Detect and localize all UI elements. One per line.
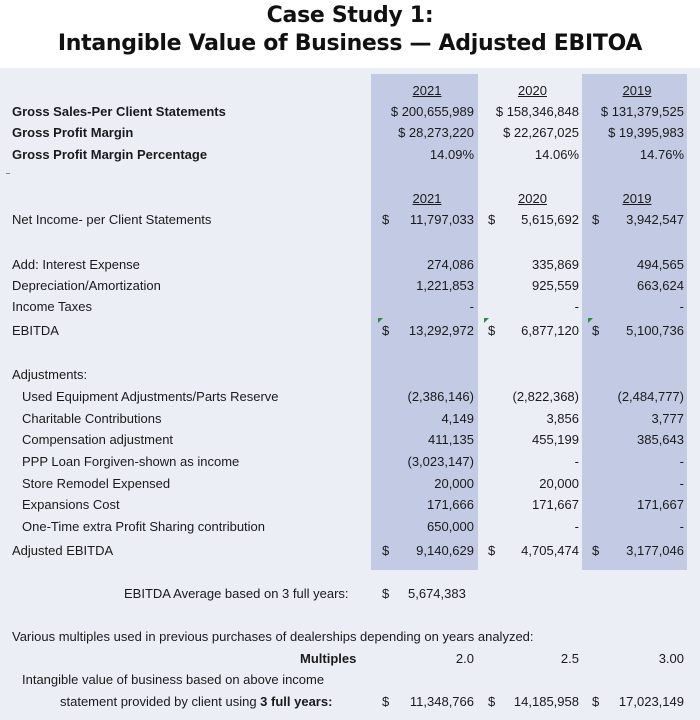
section1-label-1: Gross Profit Margin — [12, 125, 134, 140]
net-income-value-2: 3,942,547 — [626, 212, 684, 227]
intangible-value-2: 17,023,149 — [618, 694, 684, 709]
adjustment-label-1: Charitable Contributions — [22, 411, 162, 426]
adjustment-value-2-1: 455,199 — [532, 432, 579, 447]
title-line-2: Intangible Value of Business — Adjusted EBITOA — [57, 31, 643, 56]
adjustment-value-4-1: 20,000 — [539, 476, 579, 491]
add-value-2-1: - — [574, 299, 579, 314]
adjusted-ebitda-currency-0: $ — [382, 543, 390, 558]
add-value-2-0: - — [469, 299, 474, 314]
intangible-currency-1: $ — [488, 694, 496, 709]
intangible-currency-0: $ — [382, 694, 390, 709]
add-value-2-2: - — [679, 299, 684, 314]
adjustment-value-6-0: 650,000 — [427, 519, 474, 534]
add-value-1-1: 925,559 — [532, 278, 579, 293]
add-label-1: Depreciation/Amortization — [12, 278, 161, 293]
adjustment-value-4-2: - — [679, 476, 684, 491]
average-value: 5,674,383 — [408, 586, 466, 601]
adjustment-value-3-1: - — [574, 454, 579, 469]
section1-value-2-1: 14.06% — [534, 147, 579, 162]
adjustment-value-6-2: - — [679, 519, 684, 534]
average-label: EBITDA Average based on 3 full years: — [124, 586, 349, 601]
intangible-value-1: 14,185,958 — [513, 694, 579, 709]
add-value-1-2: 663,624 — [637, 278, 684, 293]
section1-value-0-2: $ 131,379,525 — [600, 104, 684, 119]
section1-value-2-2: 14.76% — [639, 147, 684, 162]
adjusted-ebitda-label: Adjusted EBITDA — [12, 543, 114, 558]
average-currency: $ — [382, 586, 390, 601]
section1-value-0-0: $ 200,655,989 — [390, 104, 474, 119]
intangible-line-2-bold: 3 full years: — [260, 694, 333, 709]
adjustment-value-1-2: 3,777 — [651, 411, 684, 426]
add-label-2: Income Taxes — [12, 299, 92, 314]
intangible-line-2 — [60, 693, 332, 711]
adjustment-value-3-2: - — [679, 454, 684, 469]
adjustment-label-5: Expansions Cost — [22, 497, 120, 512]
section1-value-1-2: $ 19,395,983 — [608, 125, 684, 140]
section1-value-0-1: $ 158,346,848 — [495, 104, 579, 119]
section1-value-2-0: 14.09% — [429, 147, 474, 162]
net-income-label: Net Income- per Client Statements — [12, 212, 212, 227]
add-label-0: Add: Interest Expense — [12, 257, 140, 272]
adjusted-ebitda-value-0: 9,140,629 — [416, 543, 474, 558]
ebitda-value-0: 13,292,972 — [408, 323, 474, 338]
adjustment-value-2-2: 385,643 — [637, 432, 684, 447]
net-income-currency-1: $ — [488, 212, 496, 227]
section1-value-1-1: $ 22,267,025 — [503, 125, 579, 140]
add-value-0-1: 335,869 — [532, 257, 579, 272]
title-line-1: Case Study 1: — [266, 3, 434, 28]
adjustment-label-2: Compensation adjustment — [22, 432, 174, 447]
adjustment-value-5-0: 171,666 — [427, 497, 474, 512]
section1-value-1-0: $ 28,273,220 — [398, 125, 474, 140]
ebitda-value-2: 5,100,736 — [626, 323, 684, 338]
adjusted-ebitda-value-1: 4,705,474 — [521, 543, 579, 558]
adjustment-value-1-0: 4,149 — [441, 411, 474, 426]
intangible-line-1: Intangible value of business based on above income — [22, 672, 325, 687]
adjustment-value-5-1: 171,667 — [532, 497, 579, 512]
adjustment-value-4-0: 20,000 — [434, 476, 474, 491]
ebitda-label: EBITDA — [12, 323, 59, 338]
adjustment-value-6-1: - — [574, 519, 579, 534]
adjustments-heading: Adjustments: — [12, 367, 88, 382]
adjusted-ebitda-value-2: 3,177,046 — [626, 543, 684, 558]
add-value-1-0: 1,221,853 — [416, 278, 474, 293]
adjustment-value-0-2: (2,484,777) — [617, 389, 684, 404]
adjusted-ebitda-currency-1: $ — [488, 543, 496, 558]
section1-label-2: Gross Profit Margin Percentage — [12, 147, 208, 162]
adjusted-ebitda-currency-2: $ — [592, 543, 600, 558]
adjustment-value-1-1: 3,856 — [546, 411, 579, 426]
adjustment-label-0: Used Equipment Adjustments/Parts Reserve — [22, 389, 279, 404]
section1-label-0: Gross Sales-Per Client Statements — [12, 104, 226, 119]
multiples-label: Multiples — [300, 651, 357, 666]
multiples-intro: Various multiples used in previous purchases of dealerships depending on years analyzed: — [12, 629, 534, 644]
page-title — [0, 2, 700, 58]
net-income-value-0: 11,797,033 — [409, 212, 474, 227]
net-income-currency-2: $ — [592, 212, 600, 227]
year-header-bottom-0: 2021 — [412, 191, 442, 206]
cell-marker-1 — [484, 318, 489, 323]
adjustment-value-3-0: (3,023,147) — [407, 454, 474, 469]
multiple-value-2: 3.00 — [658, 651, 684, 666]
dash-mark — [6, 173, 10, 174]
year-header-top-0: 2021 — [412, 83, 442, 98]
adjustment-value-0-1: (2,822,368) — [512, 389, 579, 404]
adjustment-label-4: Store Remodel Expensed — [22, 476, 171, 491]
year-header-bottom-1: 2020 — [518, 191, 547, 206]
intangible-value-0: 11,348,766 — [409, 694, 474, 709]
net-income-value-1: 5,615,692 — [521, 212, 579, 227]
intangible-line-2-prefix: statement provided by client using — [60, 694, 261, 709]
year-header-top-1: 2020 — [518, 83, 547, 98]
ebitda-currency-1: $ — [488, 323, 496, 338]
adjustment-value-0-0: (2,386,146) — [407, 389, 474, 404]
add-value-0-2: 494,565 — [637, 257, 684, 272]
adjustment-value-5-2: 171,667 — [637, 497, 684, 512]
ebitda-value-1: 6,877,120 — [521, 323, 579, 338]
multiple-value-1: 2.5 — [560, 651, 579, 666]
ebitda-currency-2: $ — [592, 323, 600, 338]
multiple-value-0: 2.0 — [455, 651, 474, 666]
year-header-bottom-2: 2019 — [622, 191, 652, 206]
year-header-top-2: 2019 — [622, 83, 652, 98]
add-value-0-0: 274,086 — [427, 257, 474, 272]
adjustment-label-3: PPP Loan Forgiven-shown as income — [22, 454, 240, 469]
adjustment-label-6: One-Time extra Profit Sharing contribution — [22, 519, 266, 534]
net-income-currency-0: $ — [382, 212, 390, 227]
cell-marker-0 — [378, 318, 383, 323]
adjustment-value-2-0: 411,135 — [427, 432, 474, 447]
ebitda-currency-0: $ — [382, 323, 390, 338]
intangible-currency-2: $ — [592, 694, 600, 709]
cell-marker-2 — [588, 318, 593, 323]
